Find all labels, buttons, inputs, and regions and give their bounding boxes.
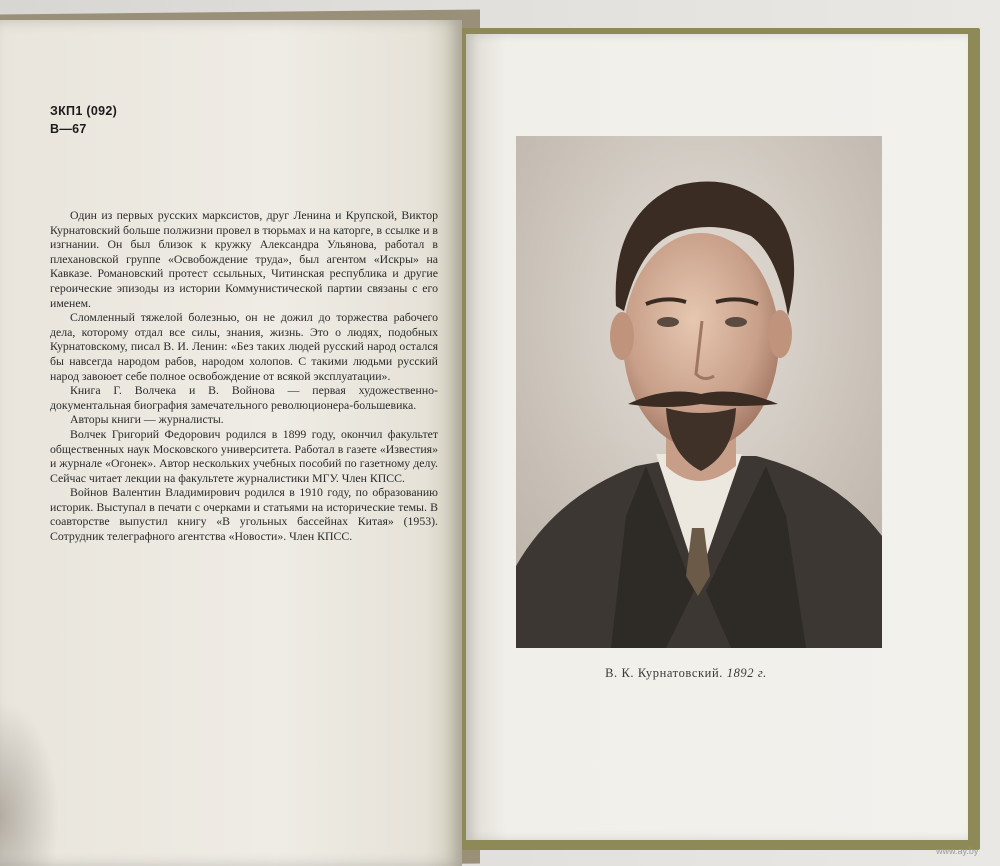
classification-code	[50, 102, 117, 138]
annotation-text	[50, 208, 438, 544]
photo-caption	[466, 666, 906, 681]
portrait-image	[516, 136, 882, 648]
watermark: www.ay.by	[936, 846, 979, 856]
classification-code-line-2: В—67	[50, 122, 87, 136]
paragraph-2: Сломленный тяжелой болезнью, он не дожил до торжества рабочего дела, которому отдал все силы, знания, жизнь. Это о людях, подобных Курнатовскому, писал В. И. Ленин: «Без таких людей русский народ остался бы навсегда народом рабов, народом холопов. С такими людьми русский народ завоюет себе полное освобождение от всякой эксплуатации».	[50, 310, 438, 383]
paragraph-5: Волчек Григорий Федорович родился в 1899 году, окончил факультет общественных наук Московского университета. Работал в газете «Известия» и журнале «Огонек». Автор нескольких учебных пособий по газетному делу. Сейчас читает лекции на факультете журналистики МГУ. Член КПСС.	[50, 426, 438, 485]
shadow	[0, 700, 60, 866]
caption-year: 1892 г.	[726, 666, 767, 680]
paragraph-6: Войнов Валентин Владимирович родился в 1910 году, по образованию историк. Выступал в печати с очерками и статьями на исторические темы. В соавторстве выпустил книгу «В угольных бассейнах Китая» (1953). Сотрудник телеграфного агентства «Новости». Член КПСС.	[50, 485, 438, 544]
classification-code-line-1: ЗКП1 (092)	[50, 104, 118, 118]
portrait-photo	[516, 136, 882, 648]
paragraph-4: Авторы книги — журналисты.	[70, 412, 224, 427]
caption-name: В. К. Курнатовский.	[605, 666, 723, 680]
paragraph-3: Книга Г. Волчека и В. Войнова — первая художественно-документальная биография замечательного революционера-большевика.	[50, 383, 438, 412]
paragraph-1: Один из первых русских марксистов, друг Ленина и Крупской, Виктор Курнатовский больше полжизни провел в тюрьмах и на каторге, в ссылке и в изгнании. Он был близок к кружку Александра Ульянова, работал в плехановской группе «Освобождение труда», был агентом «Искры» на Кавказе. Романовский протест ссыльных, Читинская республика и другие героические эпизоды из истории Коммунистической партии связаны с его именем.	[50, 208, 438, 310]
